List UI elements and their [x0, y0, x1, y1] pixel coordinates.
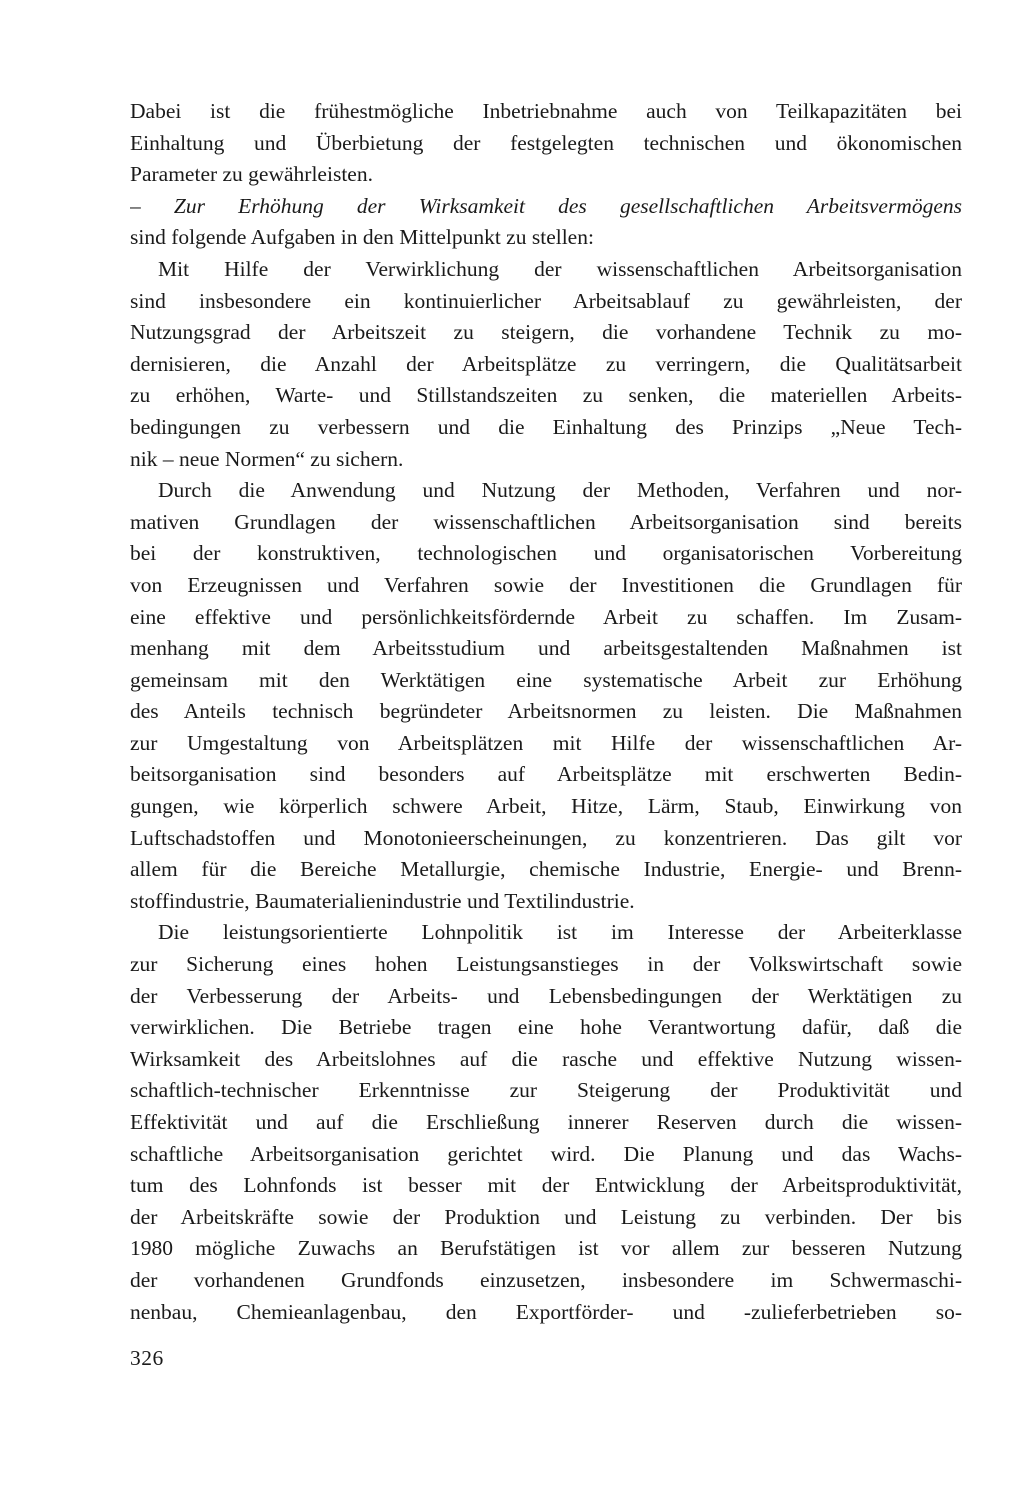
text-line: menhang mit dem Arbeitsstudium und arbeitsgestaltenden Maßnahmen ist — [130, 636, 962, 661]
text-line: gungen, wie körperlich schwere Arbeit, Hitze, Lärm, Staub, Einwirkung von — [130, 794, 962, 819]
text-line: zu erhöhen, Warte- und Stillstandszeiten zu senken, die materiellen Arbeits- — [130, 383, 962, 408]
text-line: Einhaltung und Überbietung der festgelegten technischen und ökonomischen — [130, 130, 962, 155]
text-line: tum des Lohnfonds ist besser mit der Entwicklung der Arbeitsproduktivität, — [130, 1173, 962, 1198]
text-line: Dabei ist die frühestmögliche Inbetriebnahme auch von Teilkapazitäten bei — [130, 99, 962, 123]
text-line: Parameter zu gewährleisten. — [130, 162, 373, 187]
text-line: zur Sicherung eines hohen Leistungsanstieges in der Volkswirtschaft sowie — [130, 952, 962, 977]
text-line: nik – neue Normen“ zu sichern. — [130, 446, 404, 471]
text-line: nenbau, Chemieanlagenbau, den Exportförder- und -zulieferbetrieben so- — [130, 1299, 962, 1324]
document-page — [130, 96, 962, 1328]
text-line: von Erzeugnissen und Verfahren sowie der Investitionen die Grundlagen für — [130, 572, 962, 597]
text-line: eine effektive und persönlichkeitsfördernde Arbeit zu schaffen. Im Zusam- — [130, 604, 962, 629]
text-line: Effektivität und auf die Erschließung innerer Reserven durch die wissen- — [130, 1110, 962, 1134]
text-line: beitsorganisation sind besonders auf Arbeitsplätze mit erschwerten Bedin- — [130, 762, 962, 787]
text-line: Mit Hilfe der Verwirklichung der wissenschaftlichen Arbeitsorganisation — [158, 256, 962, 281]
text-line: bedingungen zu verbessern und die Einhaltung des Prinzips „Neue Tech- — [130, 414, 962, 439]
text-line: bei der konstruktiven, technologischen und organisatorischen Vorbereitung — [130, 541, 962, 566]
text-line: der vorhandenen Grundfonds einzusetzen, insbesondere im Schwermaschi- — [130, 1267, 962, 1292]
text-line: allem für die Bereiche Metallurgie, chemische Industrie, Energie- und Brenn- — [130, 857, 962, 882]
text-line: verwirklichen. Die Betriebe tragen eine hohe Verantwortung dafür, daß die — [130, 1015, 962, 1040]
text-line: der Arbeitskräfte sowie der Produktion und Leistung zu verbinden. Der bis — [130, 1204, 962, 1229]
text-line: zur Umgestaltung von Arbeitsplätzen mit Hilfe der wissenschaftlichen Ar- — [130, 730, 962, 755]
text-line-italic-heading: – Zur Erhöhung der Wirksamkeit des gesellschaftlichen Arbeitsvermögens — [130, 193, 962, 218]
text-line: Luftschadstoffen und Monotonieerscheinungen, zu konzentrieren. Das gilt vor — [130, 825, 962, 850]
page-number: 326 — [130, 1346, 164, 1370]
text-line: des Anteils technisch begründeter Arbeitsnormen zu leisten. Die Maßnahmen — [130, 699, 962, 724]
text-line: schaftlich-technischer Erkenntnisse zur Steigerung der Produktivität und — [130, 1078, 962, 1103]
text-line: Wirksamkeit des Arbeitslohnes auf die rasche und effektive Nutzung wissen- — [130, 1046, 962, 1071]
text-line: mativen Grundlagen der wissenschaftlichen Arbeitsorganisation sind bereits — [130, 509, 962, 534]
text-line: sind insbesondere ein kontinuierlicher Arbeitsablauf zu gewährleisten, der — [130, 288, 962, 313]
text-line: der Verbesserung der Arbeits- und Lebensbedingungen der Werktätigen zu — [130, 983, 962, 1008]
text-line: Durch die Anwendung und Nutzung der Methoden, Verfahren und nor- — [158, 478, 962, 503]
text-line: Nutzungsgrad der Arbeitszeit zu steigern, die vorhandene Technik zu mo- — [130, 320, 962, 345]
text-line: 1980 mögliche Zuwachs an Berufstätigen ist vor allem zur besseren Nutzung — [130, 1236, 962, 1261]
text-line: sind folgende Aufgaben in den Mittelpunkt zu stellen: — [130, 225, 594, 250]
text-line: dernisieren, die Anzahl der Arbeitsplätze zu verringern, die Qualitätsarbeit — [130, 351, 962, 376]
text-line: gemeinsam mit den Werktätigen eine systematische Arbeit zur Erhöhung — [130, 667, 962, 692]
text-line: schaftliche Arbeitsorganisation gerichtet wird. Die Planung und das Wachs- — [130, 1141, 962, 1166]
text-line: stoffindustrie, Baumaterialienindustrie und Textilindustrie. — [130, 888, 635, 913]
text-line: Die leistungsorientierte Lohnpolitik ist im Interesse der Arbeiterklasse — [158, 920, 962, 945]
